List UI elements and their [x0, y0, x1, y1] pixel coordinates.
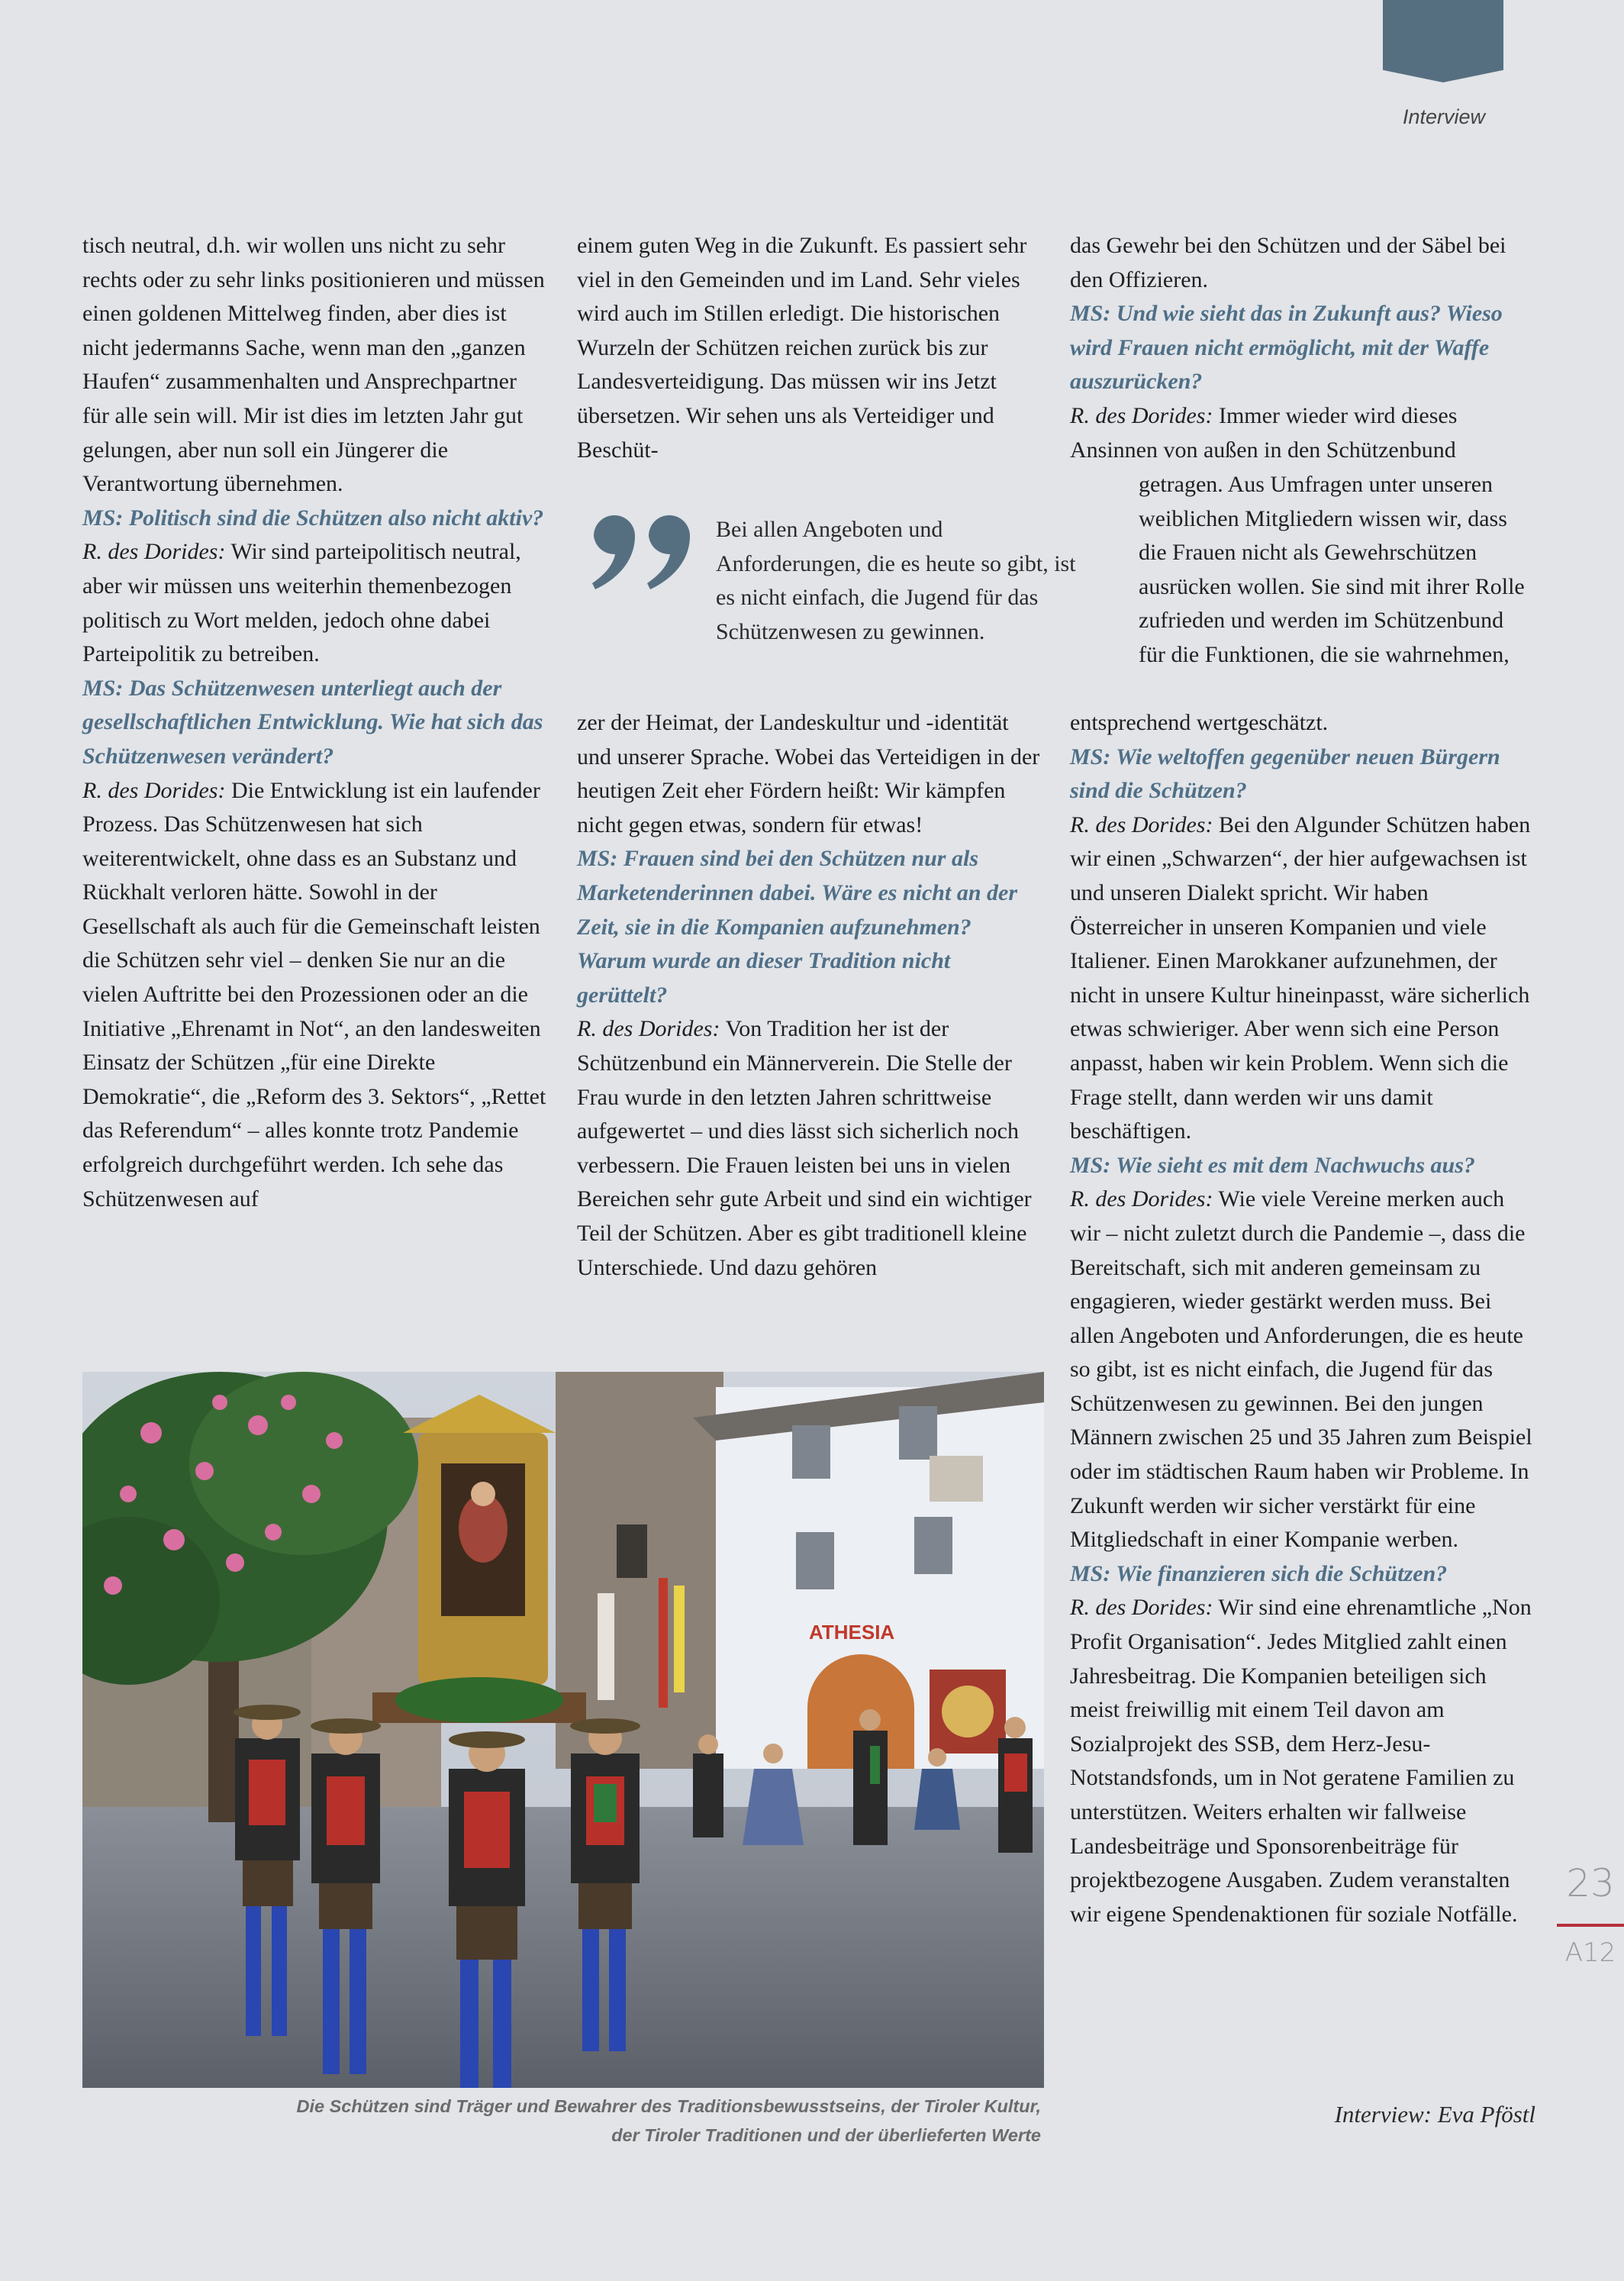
section-tab	[1383, 0, 1503, 82]
speaker-label: R. des Dorides:	[1070, 811, 1213, 837]
paragraph: das Gewehr bei den Schützen und der Säbel bei den Offizieren.	[1070, 233, 1506, 292]
speaker-label: R. des Dorides:	[577, 1016, 720, 1042]
speaker-label: R. des Dorides:	[82, 539, 226, 565]
speaker-label: R. des Dorides:	[1070, 1595, 1213, 1621]
question: MS: Politisch sind die Schützen also nicht aktiv?	[82, 505, 544, 531]
article-column-3-indented	[1139, 468, 1535, 673]
paragraph: zer der Heimat, der Landeskultur und -identität und unserer Sprache. Wobei das Verteidigen in der heutigen Zeit eher Fördern heißt: Wir kämpfen nicht gegen etwas, sondern für etwas!	[577, 710, 1040, 837]
paragraph: tisch neutral, d.h. wir wollen uns nicht zu sehr rechts oder zu sehr links positionieren und müssen einen goldenen Mittelweg finden, aber dies ist nicht jedermanns Sache, wenn man den „ganzen Haufen“ zusammenhalten und Ansprechpartner für alle sein will. Mir ist dies im letzten Jahr gut gelungen, aber nun soll ein Jüngerer die Verantwortung übernehmen.	[82, 233, 545, 497]
answer	[1070, 808, 1535, 1149]
pull-quote: Bei allen Angeboten und Anforderungen, die es heute so gibt, ist es nicht einfach, die Jugend für das Schützenwesen zu gewinnen.	[716, 517, 1076, 644]
procession-photo	[82, 1372, 1044, 2088]
answer	[1070, 399, 1535, 467]
article-column-3-top	[1070, 229, 1535, 467]
question: MS: Das Schützenwesen unterliegt auch der gesellschaftlichen Entwicklung. Wie hat sich das Schützenwesen verändert?	[82, 675, 543, 769]
article-column-3-bottom	[1070, 706, 1535, 1931]
section-label: Interview	[1402, 105, 1486, 128]
answer-text: getragen. Aus Umfragen unter unseren weiblichen Mitgliedern wissen wir, dass die Frauen nicht als Gewehrschützen ausrücken wollen. Sie sind mit ihrer Rolle zufrieden und werden im Schützenbund für die Funktionen, die sie wahrnehmen,	[1139, 472, 1525, 667]
answer-text: Bei den Algunder Schützen haben wir einen „Schwarzen“, der hier aufgewachsen ist und unseren Dialekt spricht. Wir haben Österreicher in unseren Kompanien und viele Italiener. Einen Marokkaner aufzunehmen, der nicht in unsere Kultur hineinpasst, wäre sicherlich etwas schwieriger. Aber wenn sich eine Person anpasst, haben wir kein Problem. Wenn sich die Frage stellt, dann werden wir uns damit beschäftigen.	[1070, 811, 1531, 1144]
answer	[1070, 1591, 1535, 1931]
article-column-2-top	[577, 229, 1044, 467]
shop-sign: ATHESIA	[809, 1621, 895, 1644]
speaker-label: R. des Dorides:	[1070, 402, 1213, 428]
answer	[82, 535, 548, 671]
issue-code: A12	[1564, 1937, 1616, 1968]
caption-line: der Tiroler Traditionen und der überlieferten Werte	[611, 2125, 1041, 2145]
photo-caption	[82, 2092, 1041, 2150]
answer	[1070, 1182, 1535, 1557]
interview-byline: Interview: Eva Pföstl	[1334, 2101, 1535, 2128]
question: MS: Wie finanzieren sich die Schützen?	[1070, 1560, 1448, 1586]
article-column-1	[82, 229, 548, 1216]
answer-text: entsprechend wertgeschätzt.	[1070, 710, 1329, 735]
speaker-label: R. des Dorides:	[82, 777, 226, 803]
question: MS: Wie sieht es mit dem Nachwuchs aus?	[1070, 1152, 1475, 1178]
quote-mark-icon	[588, 489, 702, 595]
answer-text: Von Tradition her ist der Schützenbund ein Männerverein. Die Stelle der Frau wurde in den letzten Jahren schrittweise aufgewertet – und dies lässt sich sicherlich noch verbessern. Die Frauen leisten bei uns in vielen Bereichen sehr gute Arbeit und sind ein wichtiger Teil der Schützen. Aber es gibt traditionell kleine Unterschiede. Und dazu gehören	[577, 1016, 1032, 1280]
answer-text: Wir sind eine ehrenamtliche „Non Profit Organisation“. Jedes Mitglied zahlt einen Jahresbeitrag. Die Kompanien beteiligen sich meist freiwillig mit einem Teil davon am Sozialprojekt des SSB, dem Herz-Jesu-Notstandsfonds, um in Not geratene Familien zu unterstützen. Weiters erhalten wir fallweise Landesbeiträge und Sponsorenbeiträge für projektbezogene Ausgaben. Zudem veranstalten wir eigene Spendenaktionen für soziale Notfälle.	[1070, 1595, 1532, 1927]
answer-text: Wie viele Vereine merken auch wir – nicht zuletzt durch die Pandemie –, dass die Bereitschaft, sich mit anderen gemeinsam zu engagieren, wieder gestärkt werden muss. Bei allen Angeboten und Anforderungen, die es heute so gibt, ist es nicht einfach, die Jugend für das Schützenwesen zu gewinnen. Bei den jungen Männern zwischen 25 und 35 Jahren zum Beispiel oder im städtischen Raum haben wir Probleme. In Zukunft werden wir sicher verstärkt für eine Mitgliedschaft in einer Kompanie werben.	[1070, 1186, 1532, 1553]
answer-text: Immer wieder wird dieses Ansinnen von außen in den Schützenbund	[1070, 402, 1458, 463]
paragraph: einem guten Weg in die Zukunft. Es passiert sehr viel in den Gemeinden und im Land. Sehr vieles wird auch im Stillen erledigt. Die historischen Wurzeln der Schützen reichen zurück bis zur Landesverteidigung. Das müssen wir ins Jetzt übersetzen. Wir sehen uns als Verteidiger und Beschüt-	[577, 233, 1027, 463]
page-number: 23	[1566, 1861, 1615, 1905]
question: MS: Frauen sind bei den Schützen nur als Marketenderinnen dabei. Wäre es nicht an der Zeit, sie in die Kompanien aufzunehmen? Warum wurde an dieser Tradition nicht gerüttelt?	[577, 846, 1017, 1008]
question: MS: Wie weltoffen gegenüber neuen Bürgern sind die Schützen?	[1070, 744, 1500, 804]
answer	[82, 774, 548, 1217]
question: MS: Und wie sieht das in Zukunft aus? Wieso wird Frauen nicht ermöglicht, mit der Waffe auszurücken?	[1070, 301, 1503, 395]
page-number-rule	[1557, 1924, 1624, 1927]
answer-text: Die Entwicklung ist ein laufender Prozess. Das Schützenwesen hat sich weiterentwickelt, ohne dass es an Substanz und Rückhalt verloren hätte. Sowohl in der Gesellschaft als auch für die Gemeinschaft leisten die Schützen sehr viel – denken Sie nur an die vielen Auftritte bei den Prozessionen oder an die Initiative „Ehrenamt in Not“, an den landesweiten Einsatz der Schützen „für eine Direkte Demokratie“, die „Reform des 3. Sektors“, „Rettet das Referendum“ – alles konnte trotz Pandemie erfolgreich durchgeführt werden. Ich sehe das Schützenwesen auf	[82, 777, 546, 1211]
procession-illustration	[82, 1372, 1044, 2088]
answer-text: Wir sind parteipolitisch neutral, aber wir müssen uns weiterhin themenbezogen politisch zu Wort melden, jedoch ohne dabei Parteipolitik zu betreiben.	[82, 539, 521, 667]
answer	[577, 1012, 1044, 1285]
article-column-2-bottom	[577, 706, 1044, 1285]
speaker-label: R. des Dorides:	[1070, 1186, 1213, 1212]
caption-line: Die Schützen sind Träger und Bewahrer des Traditionsbewusstseins, der Tiroler Kultur,	[296, 2096, 1041, 2116]
